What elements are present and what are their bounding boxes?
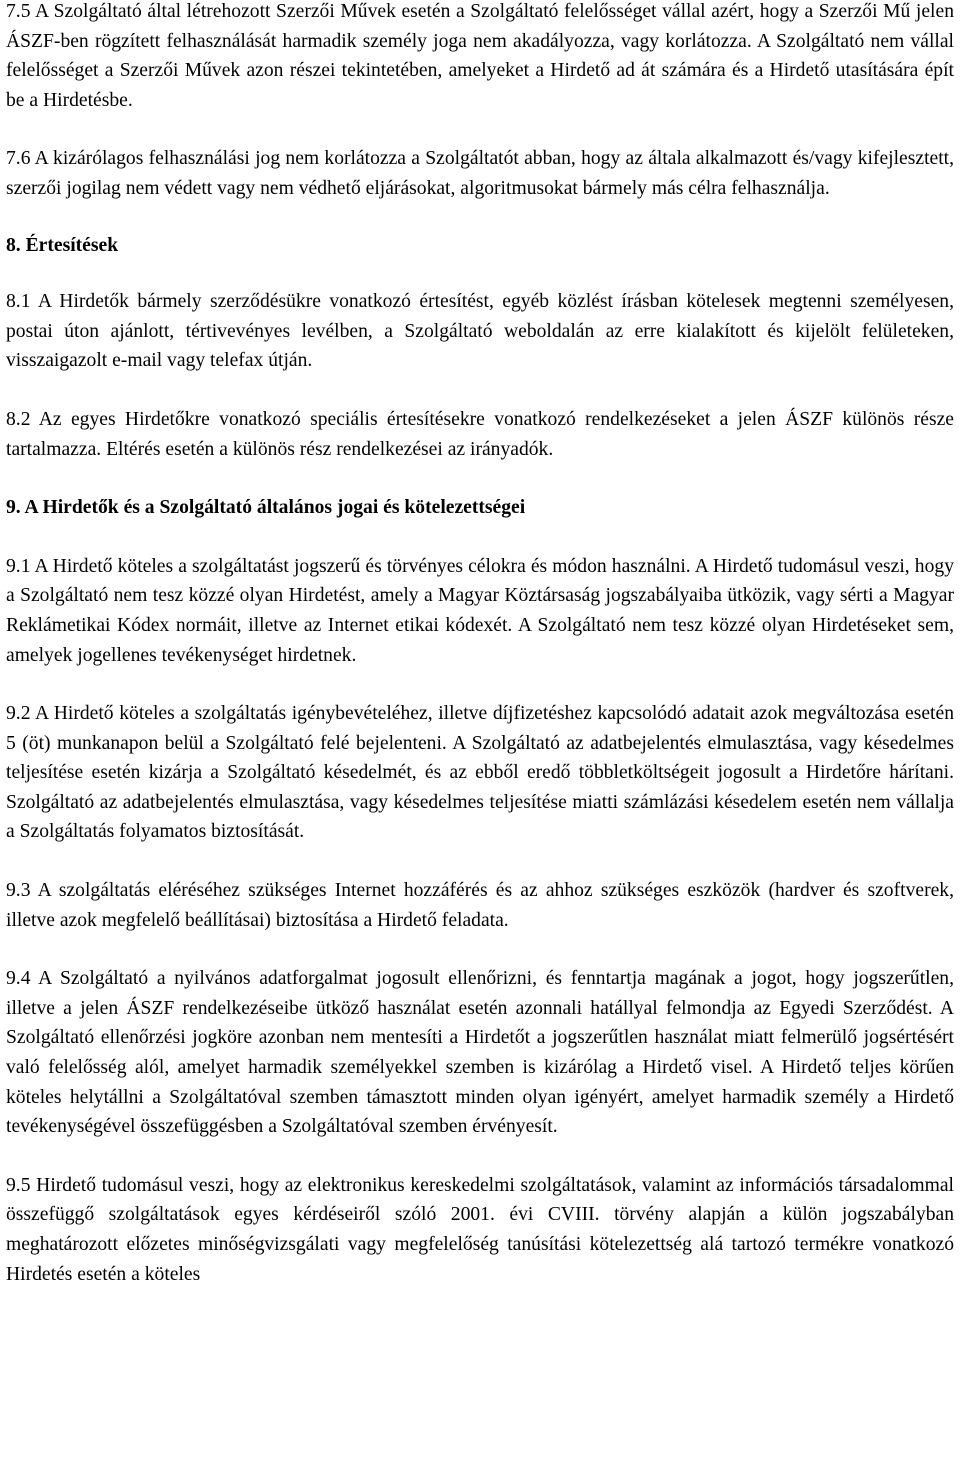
paragraph-9-2: 9.2 A Hirdető köteles a szolgáltatás igénybevételéhez, illetve díjfizetéshez kapcsolódó adatait azok megváltozása esetén 5 (öt) munkanapon belül a Szolgáltató felé bejelenteni. A Szolgáltató az adatbejelentés elmulasztása, vagy késedelmes teljesítése esetén kizárja a Szolgáltató késedelmét, és az ebből eredő többletköltségeit jogosult a Hirdetőre hárítani. Szolgáltató az adatbejelentés elmulasztása, vagy késedelmes teljesítése miatti számlázási késedelem esetén nem vállalja a Szolgáltatás folyamatos biztosítását. xyxy=(6,703,954,843)
section-heading-8: 8. Értesítések xyxy=(6,234,119,256)
paragraph-9-3: 9.3 A szolgáltatás eléréséhez szükséges Internet hozzáférés és az ahhoz szükséges eszközök (hardver és szoftverek, illetve azok megfelelő beállításai) biztosítása a Hirdető feladata. xyxy=(6,880,954,931)
paragraph-9-5: 9.5 Hirdető tudomásul veszi, hogy az elektronikus kereskedelmi szolgáltatások, valamint az információs társadalommal összefüggő szolgáltatások egyes kérdéseiről szóló 2001. évi CVIII. törvény alapján a külön jogszabályban meghatározott előzetes minőségvizsgálati vagy megfelelőség tanúsítási kötelezettség alá tartozó termékre vonatkozó Hirdetés esetén a köteles xyxy=(6,1174,954,1285)
section-heading-9: 9. A Hirdetők és a Szolgáltató általános jogai és kötelezettségei xyxy=(6,497,526,519)
paragraph-7-6: 7.6 A kizárólagos felhasználási jog nem korlátozza a Szolgáltatót abban, hogy az általa alkalmazott és/vagy kifejlesztett, szerzői jogilag nem védett vagy nem védhető eljárásokat, algoritmusokat bármely más célra felhasználja. xyxy=(6,148,954,199)
paragraph-8-1: 8.1 A Hirdetők bármely szerződésükre vonatkozó értesítést, egyéb közlést írásban kötelesek megtenni személyesen, postai úton ajánlott, tértivevényes levélben, a Szolgáltató weboldalán az erre kialakított és kijelölt felületeken, visszaigazolt e-mail vagy telefax útján. xyxy=(6,291,954,372)
paragraph-9-1: 9.1 A Hirdető köteles a szolgáltatást jogszerű és törvényes célokra és módon használni. A Hirdető tudomásul veszi, hogy a Szolgáltató nem tesz közzé olyan Hirdetést, amely a Magyar Köztársaság jogszabályaiba ütközik, vagy sérti a Magyar Reklámetikai Kódex normáit, illetve az Internet etikai kódexét. A Szolgáltató nem tesz közzé olyan Hirdetéseket sem, amelyek jogellenes tevékenységet hirdetnek. xyxy=(6,555,954,666)
paragraph-7-5: 7.5 A Szolgáltató által létrehozott Szerzői Művek esetén a Szolgáltató felelősséget vállal azért, hogy a Szerzői Mű jelen ÁSZF-ben rögzített felhasználását harmadik személy joga nem akadályozza, vagy korlátozza. A Szolgáltató nem vállal felelősséget a Szerzői Művek azon részei tekintetében, amelyeket a Hirdető ad át számára és a Hirdető utasítására épít be a Hirdetésbe. xyxy=(6,1,954,111)
paragraph-8-2: 8.2 Az egyes Hirdetőkre vonatkozó speciális értesítésekre vonatkozó rendelkezéseket a jelen ÁSZF különös része tartalmazza. Eltérés esetén a különös rész rendelkezései az irányadók. xyxy=(6,408,954,460)
paragraph-9-4: 9.4 A Szolgáltató a nyilvános adatforgalmat jogosult ellenőrizni, és fenntartja magának a jogot, hogy jogszerűtlen, illetve a jelen ÁSZF rendelkezéseibe ütköző használat esetén azonnali hatállyal felmondja az Egyedi Szerződést. A Szolgáltató ellenőrzési jogköre azonban nem mentesíti a Hirdetőt a jogszerűtlen használat miatt felmerülő jogsértésért való felelősség alól, amelyet harmadik személyekkel szemben is kizárólag a Hirdető visel. A Hirdető teljes körűen köteles helytállni a Szolgáltatóval szemben támasztott minden olyan igényért, amelyet harmadik személy a Hirdető tevékenységével összefüggésben a Szolgáltatóval szemben érvényesít. xyxy=(6,968,954,1138)
